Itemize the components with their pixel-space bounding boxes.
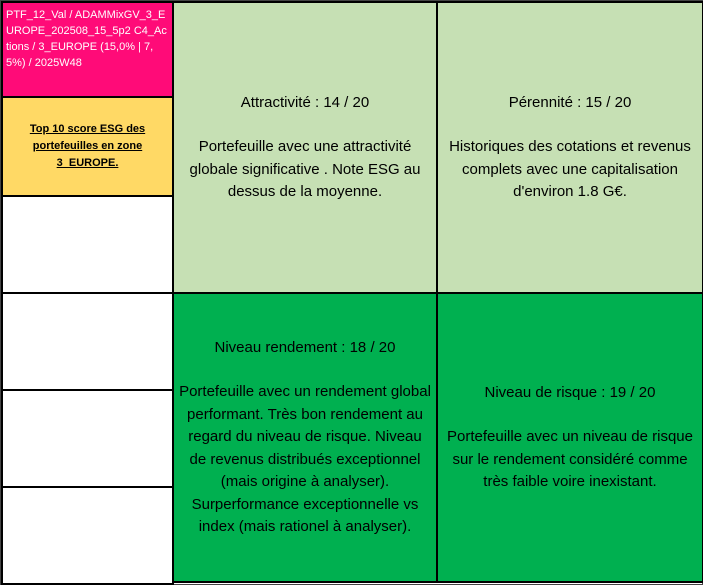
risque-text: Portefeuille avec un niveau de risque sur le rendement considéré comme très faible voire inexistant. (447, 428, 693, 490)
portfolio-header-text: PTF_12_Val / ADAMMixGV_3_EUROPE_202508_15_5p2 C4_Actions / 3_EUROPE (15,0% | 7,5%) / 2025W48 (6, 9, 167, 69)
perennite-quadrant (436, 1, 703, 294)
perennite-title: Pérennité : 15 / 20 (508, 93, 632, 111)
attractivite-title: Attractivité : 14 / 20 (240, 93, 370, 111)
rendement-title: Niveau rendement : 18 / 20 (214, 338, 396, 356)
empty-cell-1 (1, 195, 174, 294)
attractivite-text: Portefeuille avec une attractivité globale significative . Note ESG au dessus de la moyenne. (189, 138, 421, 200)
perennite-text: Historiques des cotations et revenus complets avec une capitalisation d'environ 1.8 G€. (449, 138, 691, 200)
risque-quadrant (436, 292, 703, 583)
attractivite-quadrant (172, 1, 438, 294)
rendement-text: Portefeuille avec un rendement global performant. Très bon rendement au regard du niveau de risque. Niveau de revenus distribués exceptionnel (mais origine à analyser). Surperformance exceptionnelle vs index (mais rationel à analyser). (179, 383, 431, 535)
empty-cell-3 (1, 389, 174, 488)
empty-cell-2 (1, 292, 174, 391)
rendement-quadrant (172, 292, 438, 583)
portfolio-header-cell (1, 1, 174, 98)
esg-subtitle-cell (1, 96, 174, 197)
esg-subtitle-text: Top 10 score ESG des portefeuilles en zone 3_EUROPE. (29, 123, 146, 169)
risque-title: Niveau de risque : 19 / 20 (484, 383, 656, 401)
empty-cell-4 (1, 486, 174, 585)
